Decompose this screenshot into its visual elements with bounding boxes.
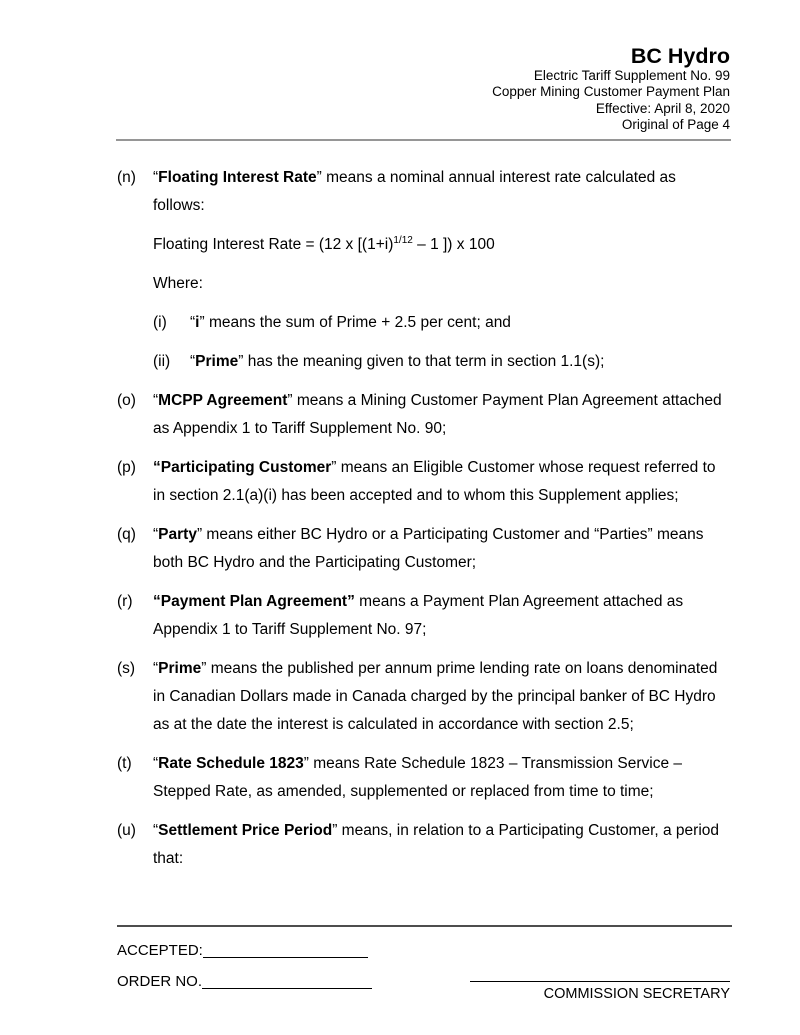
- header-line-page: Original of Page 4: [621, 117, 730, 133]
- order-no-blank-line: [202, 974, 372, 989]
- item-definition: ” means, in relation to a Participating Customer, a period that:: [153, 822, 720, 867]
- order-no-row: [117, 972, 372, 992]
- definition-item-u: [117, 817, 731, 873]
- term-open-quote: “: [153, 526, 159, 543]
- header-rule: [116, 139, 731, 141]
- item-text: [153, 588, 731, 644]
- definition-item-r: [117, 588, 731, 644]
- formula-post: – 1 ]) x 100: [412, 236, 495, 253]
- item-definition: ” means a nominal annual interest rate calculated as follows:: [153, 169, 676, 214]
- org-name: BC Hydro: [630, 44, 730, 68]
- item-label: (q): [117, 526, 136, 543]
- commission-secretary-label: COMMISSION SECRETARY: [543, 986, 730, 1002]
- item-term: “Participating Customer: [153, 459, 332, 476]
- subitem-label: (ii): [153, 353, 171, 370]
- term-open-quote: “: [153, 169, 159, 186]
- item-label: (p): [117, 459, 136, 476]
- item-definition: ” means an Eligible Customer whose request referred to in section 2.1(a)(i) has been accepted and to whom this Supplement applies;: [153, 459, 716, 504]
- item-term: MCPP Agreement: [158, 392, 288, 409]
- item-term: Floating Interest Rate: [158, 169, 317, 186]
- subitem-label: (i): [153, 314, 167, 331]
- term-open-quote: “: [153, 755, 159, 772]
- commission-secretary-signature-line: [470, 981, 730, 982]
- footer-rule: [117, 925, 732, 927]
- definition-item-p: [117, 454, 731, 510]
- definition-item-n: [117, 164, 731, 376]
- item-definition: ” means Rate Schedule 1823 – Transmission Service – Stepped Rate, as amended, supplemented or replaced from time to time;: [153, 755, 683, 800]
- accepted-blank-line: [203, 943, 368, 958]
- term-open-quote: “: [153, 392, 159, 409]
- subitem-term: i: [195, 314, 200, 331]
- item-label: (t): [117, 755, 132, 772]
- item-term: “Payment Plan Agreement”: [153, 593, 355, 610]
- subitem-definition: ” means the sum of Prime + 2.5 per cent; and: [199, 314, 511, 331]
- item-definition: ” means a Mining Customer Payment Plan Agreement attached as Appendix 1 to Tariff Supplement No. 90;: [153, 392, 722, 437]
- term-open-quote: “: [153, 660, 159, 677]
- doc-body: [117, 164, 731, 884]
- header-line-supplement: Electric Tariff Supplement No. 99: [533, 68, 730, 83]
- definition-item-t: [117, 750, 731, 806]
- item-label: (o): [117, 392, 136, 409]
- item-text: [153, 387, 731, 443]
- item-text: [153, 750, 731, 806]
- item-definition: ” means the published per annum prime lending rate on loans denominated in Canadian Dollars made in Canada charged by the principal banker of BC Hydro as at the date the interest is calculated in accordance with section 2.5;: [153, 660, 718, 733]
- definition-item-s: [117, 655, 731, 739]
- formula-line: [153, 231, 731, 259]
- term-open-quote: “: [190, 314, 196, 331]
- item-text: [153, 817, 731, 873]
- header-line-effective: Effective: April 8, 2020: [595, 100, 730, 116]
- item-term: Prime: [158, 660, 202, 677]
- item-text: [153, 454, 731, 510]
- where-line: Where:: [153, 275, 203, 292]
- item-definition: ” means either BC Hydro or a Participating Customer and “Parties” means both BC Hydro and the Participating Customer;: [153, 526, 704, 571]
- item-label: (r): [117, 593, 133, 610]
- item-label: (n): [117, 169, 136, 186]
- formula-exponent: 1/12: [393, 234, 413, 246]
- item-term: Rate Schedule 1823: [158, 755, 304, 772]
- accepted-label: ACCEPTED:: [117, 942, 203, 959]
- term-open-quote: “: [190, 353, 196, 370]
- formula-pre: Floating Interest Rate = (12 x [(1+i): [153, 236, 394, 253]
- item-text: [153, 521, 731, 577]
- sub-definition-i: [153, 309, 731, 337]
- order-no-label: ORDER NO.: [117, 973, 203, 990]
- doc-header: [492, 44, 730, 134]
- definition-item-o: [117, 387, 731, 443]
- definition-item-q: [117, 521, 731, 577]
- subitem-definition: ” has the meaning given to that term in section 1.1(s);: [238, 353, 605, 370]
- item-text: [153, 164, 731, 220]
- item-label: (s): [117, 660, 136, 677]
- item-text: [153, 655, 731, 739]
- subitem-term: Prime: [195, 353, 239, 370]
- item-term: Settlement Price Period: [158, 822, 333, 839]
- sub-definition-ii: [153, 348, 731, 376]
- term-open-quote: “: [153, 822, 159, 839]
- header-line-plan: Copper Mining Customer Payment Plan: [492, 84, 730, 100]
- item-definition: means a Payment Plan Agreement attached as Appendix 1 to Tariff Supplement No. 97;: [153, 593, 684, 638]
- accepted-row: [117, 941, 368, 961]
- item-term: Party: [158, 526, 197, 543]
- item-label: (u): [117, 822, 136, 839]
